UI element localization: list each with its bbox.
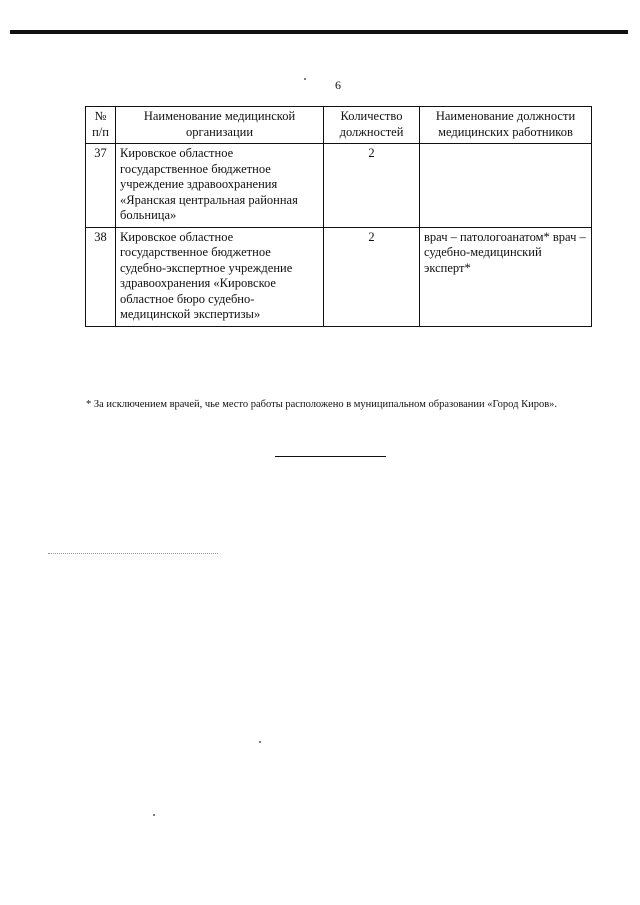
row-organization: Кировское областное государственное бюджетное учреждение здравоохранения «Яранская центральная районная больница»: [116, 144, 324, 228]
header-count: Количество должностей: [324, 107, 420, 144]
page-number: 6: [335, 78, 341, 92]
scan-speck: [304, 78, 306, 80]
row-number: 37: [86, 144, 116, 228]
row-count: 2: [324, 144, 420, 228]
organizations-table: [85, 106, 592, 327]
scan-speck: [259, 741, 261, 743]
row-count: 2: [324, 227, 420, 326]
row-positions: врач – патологоанатом* врач – судебно-медицинский эксперт*: [420, 227, 592, 326]
header-number: № п/п: [86, 107, 116, 144]
scan-artifact-dots: [48, 553, 218, 555]
scan-speck: [153, 814, 155, 816]
row-positions: [420, 144, 592, 228]
row-organization: Кировское областное государственное бюджетное судебно-экспертное учреждение здравоохранения «Кировское областное бюро судебно-медицинской экспертизы»: [116, 227, 324, 326]
header-organization: Наименование медицинской организации: [116, 107, 324, 144]
table-row: [86, 144, 592, 228]
table-header-row: [86, 107, 592, 144]
row-number: 38: [86, 227, 116, 326]
end-separator-line: [275, 456, 386, 457]
top-border-line: [10, 30, 628, 34]
header-position: Наименование должности медицинских работников: [420, 107, 592, 144]
table-row: [86, 227, 592, 326]
footnote: * За исключением врачей, чье место работы расположено в муниципальном образовании «Город Киров».: [86, 399, 558, 410]
